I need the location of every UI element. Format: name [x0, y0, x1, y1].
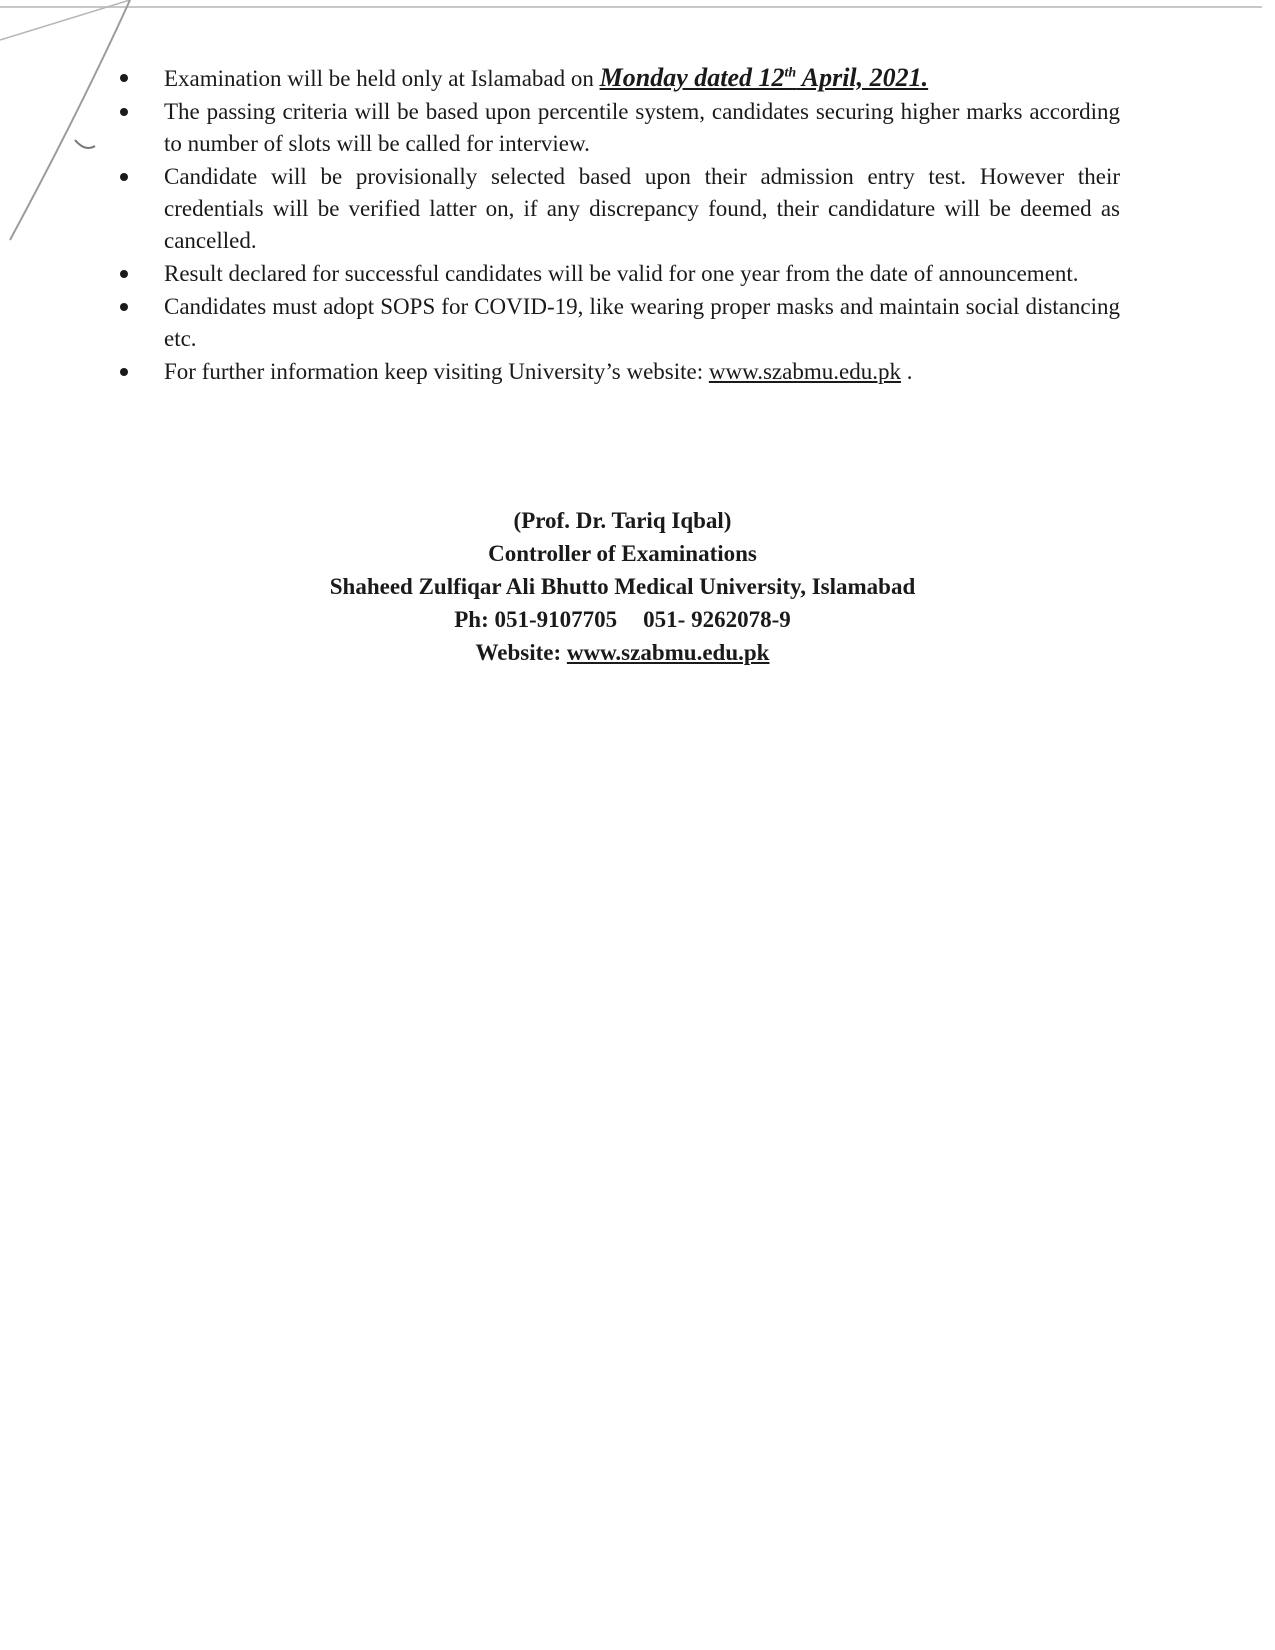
signature-block [0, 504, 1245, 669]
exam-date: Monday dated 12th April, 2021. [599, 63, 929, 92]
exam-date-prefix: Examination will be held only at Islamabad on [164, 66, 600, 91]
signatory-name: (Prof. Dr. Tariq Iqbal) [513, 508, 732, 533]
bullet-icon [120, 74, 128, 82]
bullet-icon [120, 173, 128, 181]
result-validity-text: Result declared for successful candidates will be valid for one year from the date of announcement. [164, 261, 1079, 286]
list-item-provisional-selection [110, 161, 1120, 257]
passing-criteria-text: The passing criteria will be based upon percentile system, candidates securing higher marks according to number of slots will be called for interview. [164, 99, 1120, 156]
notice-bullet-list [110, 62, 1120, 389]
list-item-result-validity [110, 258, 1120, 290]
list-item-further-info [110, 356, 1120, 388]
phone-line [0, 603, 1245, 636]
bullet-icon [120, 270, 128, 278]
website-line [0, 636, 1245, 669]
website-label: Website: [475, 640, 567, 665]
list-item-exam-date [110, 62, 1120, 95]
bullet-icon [120, 108, 128, 116]
signature-website-link[interactable]: www.szabmu.edu.pk [566, 640, 770, 665]
further-info-text: For further information keep visiting University’s website: [164, 359, 709, 384]
phone-number-2: 051- 9262078-9 [643, 607, 791, 632]
list-item-covid-sops [110, 291, 1120, 355]
university-name: Shaheed Zulfiqar Ali Bhutto Medical University, Islamabad [329, 574, 916, 599]
further-info-suffix: . [900, 359, 913, 384]
website-link[interactable]: www.szabmu.edu.pk [708, 359, 901, 384]
bullet-icon [120, 303, 128, 311]
bullet-icon [120, 368, 128, 376]
provisional-selection-text: Candidate will be provisionally selected based upon their admission entry test. However their credentials will be verified latter on, if any discrepancy found, their candidature will be deemed as cancelled. [164, 164, 1120, 253]
scan-top-edge [0, 0, 1262, 8]
phone-number-1: Ph: 051-9107705 [454, 607, 618, 632]
covid-sops-text: Candidates must adopt SOPS for COVID-19, like wearing proper masks and maintain social distancing etc. [164, 294, 1120, 351]
signatory-title: Controller of Examinations [488, 541, 757, 566]
list-item-passing-criteria [110, 96, 1120, 160]
